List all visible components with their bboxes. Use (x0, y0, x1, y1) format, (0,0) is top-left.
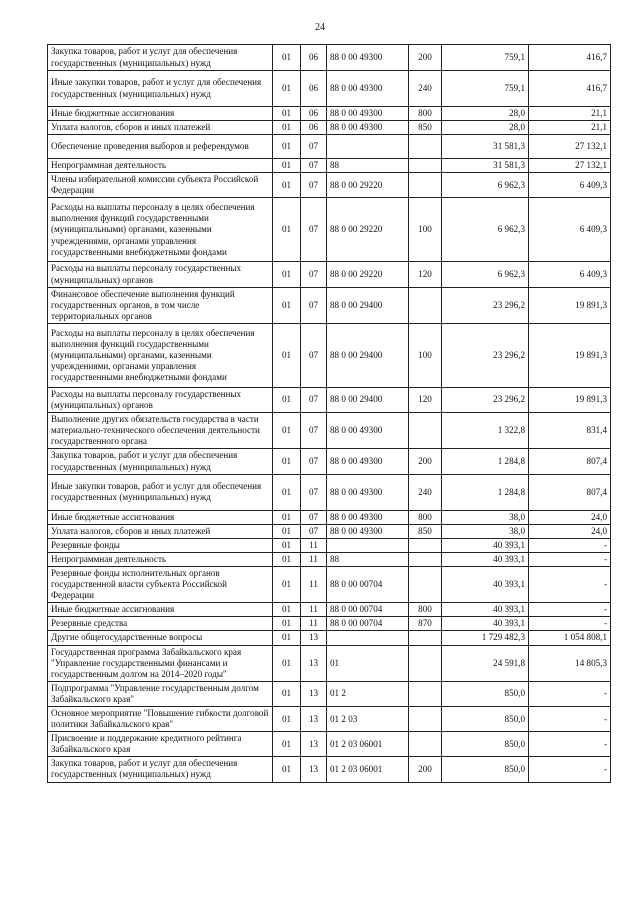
row-section: 01 (273, 449, 301, 474)
row-section: 01 (273, 71, 301, 107)
row-name: Закупка товаров, работ и услуг для обеспечения государственных (муниципальных) нужд (48, 45, 273, 71)
row-target-article: 88 0 00 00704 (327, 617, 409, 631)
row-subsection: 07 (301, 387, 327, 412)
row-target-article: 88 (327, 552, 409, 566)
table-row (48, 45, 611, 71)
row-amount-planned: 850,0 (442, 757, 529, 782)
row-subsection: 07 (301, 413, 327, 449)
row-name: Финансовое обеспечение выполнения функций государственных органов, в том числе территориальных органов (48, 287, 273, 323)
table-row (48, 552, 611, 566)
row-target-article: 88 0 00 49300 (327, 107, 409, 121)
row-amount-executed: - (529, 732, 611, 757)
row-amount-planned: 6 962,3 (442, 198, 529, 262)
row-subsection: 06 (301, 45, 327, 71)
row-subsection: 07 (301, 135, 327, 159)
row-expense-type (409, 631, 442, 645)
row-expense-type (409, 681, 442, 706)
table-row (48, 387, 611, 412)
row-target-article: 01 2 03 06001 (327, 732, 409, 757)
row-expense-type: 850 (409, 121, 442, 135)
row-amount-planned: 759,1 (442, 71, 529, 107)
row-amount-planned: 28,0 (442, 107, 529, 121)
row-amount-executed: 21,1 (529, 121, 611, 135)
row-amount-executed: - (529, 681, 611, 706)
row-expense-type: 100 (409, 323, 442, 387)
row-subsection: 07 (301, 524, 327, 538)
row-name: Члены избирательной комиссии субъекта Российской Федерации (48, 173, 273, 198)
row-target-article: 88 0 00 29400 (327, 287, 409, 323)
row-amount-executed: 24,0 (529, 510, 611, 524)
row-section: 01 (273, 173, 301, 198)
row-name: Непрограммная деятельность (48, 159, 273, 173)
row-section: 01 (273, 287, 301, 323)
row-target-article: 88 0 00 29220 (327, 173, 409, 198)
row-section: 01 (273, 645, 301, 681)
row-expense-type: 850 (409, 524, 442, 538)
row-subsection: 11 (301, 552, 327, 566)
row-amount-planned: 23 296,2 (442, 323, 529, 387)
row-amount-planned: 23 296,2 (442, 287, 529, 323)
row-amount-executed: - (529, 566, 611, 602)
row-section: 01 (273, 474, 301, 510)
row-name: Присвоение и поддержание кредитного рейтинга Забайкальского края (48, 732, 273, 757)
row-target-article: 01 (327, 645, 409, 681)
row-expense-type: 800 (409, 603, 442, 617)
row-amount-planned: 1 284,8 (442, 449, 529, 474)
table-row (48, 323, 611, 387)
row-name: Расходы на выплаты персоналу в целях обеспечения выполнения функций государственными (муниципальными) органами, казенными учреждениями, органами управления государственными внебюджетными фондами (48, 198, 273, 262)
row-amount-executed: 19 891,3 (529, 287, 611, 323)
row-section: 01 (273, 538, 301, 552)
row-target-article: 88 0 00 49300 (327, 413, 409, 449)
row-name: Резервные фонды исполнительных органов государственной власти субъекта Российской Федерации (48, 566, 273, 602)
row-name: Резервные средства (48, 617, 273, 631)
row-section: 01 (273, 135, 301, 159)
row-section: 01 (273, 603, 301, 617)
row-target-article: 88 0 00 29400 (327, 323, 409, 387)
row-target-article (327, 631, 409, 645)
row-expense-type (409, 707, 442, 732)
row-name: Расходы на выплаты персоналу государственных (муниципальных) органов (48, 262, 273, 287)
row-amount-planned: 23 296,2 (442, 387, 529, 412)
row-name: Уплата налогов, сборов и иных платежей (48, 121, 273, 135)
row-name: Выполнение других обязательств государства в части материально-технического обеспечения деятельности государственного органа (48, 413, 273, 449)
row-subsection: 11 (301, 617, 327, 631)
row-expense-type: 870 (409, 617, 442, 631)
table-row (48, 566, 611, 602)
row-name: Иные бюджетные ассигнования (48, 107, 273, 121)
row-section: 01 (273, 262, 301, 287)
row-section: 01 (273, 757, 301, 782)
row-amount-executed: 21,1 (529, 107, 611, 121)
row-expense-type: 200 (409, 757, 442, 782)
row-amount-executed: 19 891,3 (529, 323, 611, 387)
row-name: Резервные фонды (48, 538, 273, 552)
row-name: Расходы на выплаты персоналу в целях обеспечения выполнения функций государственными (муниципальными) органами, казенными учреждениями, органами управления государственными внебюджетными фондами (48, 323, 273, 387)
row-expense-type: 200 (409, 45, 442, 71)
row-amount-planned: 31 581,3 (442, 135, 529, 159)
row-section: 01 (273, 159, 301, 173)
row-amount-planned: 759,1 (442, 45, 529, 71)
table-row (48, 524, 611, 538)
row-expense-type (409, 566, 442, 602)
row-section: 01 (273, 524, 301, 538)
row-target-article: 88 (327, 159, 409, 173)
row-subsection: 13 (301, 707, 327, 732)
row-section: 01 (273, 707, 301, 732)
row-amount-planned: 38,0 (442, 510, 529, 524)
row-amount-executed: 27 132,1 (529, 135, 611, 159)
table-row (48, 413, 611, 449)
row-name: Непрограммная деятельность (48, 552, 273, 566)
row-subsection: 13 (301, 732, 327, 757)
row-amount-planned: 40 393,1 (442, 617, 529, 631)
row-amount-executed: - (529, 603, 611, 617)
row-target-article: 88 0 00 00704 (327, 566, 409, 602)
table-row (48, 645, 611, 681)
row-expense-type (409, 135, 442, 159)
page-number: 24 (315, 22, 325, 33)
table-row (48, 631, 611, 645)
table-row (48, 107, 611, 121)
row-subsection: 11 (301, 603, 327, 617)
row-name: Иные бюджетные ассигнования (48, 510, 273, 524)
table-row (48, 617, 611, 631)
row-amount-executed: 27 132,1 (529, 159, 611, 173)
table-row (48, 287, 611, 323)
table-row (48, 159, 611, 173)
row-target-article (327, 135, 409, 159)
row-name: Закупка товаров, работ и услуг для обеспечения государственных (муниципальных) нужд (48, 757, 273, 782)
row-expense-type: 200 (409, 449, 442, 474)
table-row (48, 732, 611, 757)
row-section: 01 (273, 732, 301, 757)
table-row (48, 262, 611, 287)
table-row (48, 121, 611, 135)
row-section: 01 (273, 323, 301, 387)
row-expense-type (409, 173, 442, 198)
row-amount-executed: - (529, 552, 611, 566)
row-expense-type (409, 552, 442, 566)
table-row (48, 198, 611, 262)
table-body (48, 45, 611, 783)
row-amount-executed: 14 805,3 (529, 645, 611, 681)
row-amount-executed: 19 891,3 (529, 387, 611, 412)
row-name: Подпрограмма "Управление государственным долгом Забайкальского края" (48, 681, 273, 706)
row-name: Уплата налогов, сборов и иных платежей (48, 524, 273, 538)
row-subsection: 07 (301, 287, 327, 323)
row-amount-executed: 416,7 (529, 45, 611, 71)
row-section: 01 (273, 681, 301, 706)
row-section: 01 (273, 631, 301, 645)
row-amount-planned: 38,0 (442, 524, 529, 538)
row-target-article: 88 0 00 49300 (327, 449, 409, 474)
row-expense-type (409, 159, 442, 173)
row-section: 01 (273, 107, 301, 121)
row-name: Иные бюджетные ассигнования (48, 603, 273, 617)
row-section: 01 (273, 198, 301, 262)
row-section: 01 (273, 413, 301, 449)
row-subsection: 07 (301, 198, 327, 262)
row-section: 01 (273, 387, 301, 412)
row-target-article: 88 0 00 29220 (327, 198, 409, 262)
row-section: 01 (273, 566, 301, 602)
row-amount-planned: 40 393,1 (442, 538, 529, 552)
row-name: Основное мероприятие "Повышение гибкости долговой политики Забайкальского края" (48, 707, 273, 732)
row-target-article: 88 0 00 49300 (327, 510, 409, 524)
row-expense-type: 240 (409, 474, 442, 510)
row-expense-type (409, 645, 442, 681)
row-amount-planned: 850,0 (442, 681, 529, 706)
row-amount-planned: 1 322,8 (442, 413, 529, 449)
row-name: Расходы на выплаты персоналу государственных (муниципальных) органов (48, 387, 273, 412)
row-subsection: 06 (301, 121, 327, 135)
row-section: 01 (273, 617, 301, 631)
row-expense-type: 800 (409, 510, 442, 524)
row-expense-type: 120 (409, 387, 442, 412)
row-amount-planned: 6 962,3 (442, 262, 529, 287)
table-row (48, 538, 611, 552)
row-subsection: 13 (301, 645, 327, 681)
row-amount-executed: 416,7 (529, 71, 611, 107)
row-amount-planned: 40 393,1 (442, 566, 529, 602)
row-name: Обеспечение проведения выборов и референдумов (48, 135, 273, 159)
row-subsection: 07 (301, 510, 327, 524)
row-amount-executed: 1 054 808,1 (529, 631, 611, 645)
row-target-article: 01 2 03 (327, 707, 409, 732)
row-amount-planned: 40 393,1 (442, 603, 529, 617)
table-row (48, 173, 611, 198)
table-row (48, 449, 611, 474)
row-amount-planned: 1 284,8 (442, 474, 529, 510)
row-amount-executed: 807,4 (529, 449, 611, 474)
row-subsection: 07 (301, 474, 327, 510)
row-target-article: 88 0 00 49300 (327, 524, 409, 538)
row-subsection: 13 (301, 631, 327, 645)
row-amount-executed: 6 409,3 (529, 198, 611, 262)
row-name: Иные закупки товаров, работ и услуг для обеспечения государственных (муниципальных) нужд (48, 474, 273, 510)
row-amount-executed: - (529, 538, 611, 552)
row-amount-planned: 24 591,8 (442, 645, 529, 681)
row-expense-type: 240 (409, 71, 442, 107)
row-target-article: 88 0 00 49300 (327, 474, 409, 510)
table-row (48, 707, 611, 732)
row-subsection: 07 (301, 323, 327, 387)
row-target-article: 88 0 00 00704 (327, 603, 409, 617)
row-section: 01 (273, 552, 301, 566)
row-target-article (327, 538, 409, 552)
table-row (48, 757, 611, 782)
row-subsection: 07 (301, 159, 327, 173)
row-target-article: 88 0 00 49300 (327, 71, 409, 107)
table-row (48, 135, 611, 159)
row-amount-planned: 1 729 482,3 (442, 631, 529, 645)
row-amount-planned: 40 393,1 (442, 552, 529, 566)
row-subsection: 13 (301, 757, 327, 782)
row-subsection: 13 (301, 681, 327, 706)
row-expense-type (409, 732, 442, 757)
row-target-article: 01 2 03 06001 (327, 757, 409, 782)
row-subsection: 07 (301, 173, 327, 198)
row-subsection: 07 (301, 449, 327, 474)
row-amount-planned: 28,0 (442, 121, 529, 135)
row-amount-executed: - (529, 757, 611, 782)
row-amount-executed: 6 409,3 (529, 173, 611, 198)
row-target-article: 88 0 00 29400 (327, 387, 409, 412)
row-expense-type: 120 (409, 262, 442, 287)
row-amount-planned: 850,0 (442, 732, 529, 757)
row-expense-type: 100 (409, 198, 442, 262)
row-name: Закупка товаров, работ и услуг для обеспечения государственных (муниципальных) нужд (48, 449, 273, 474)
row-amount-executed: 6 409,3 (529, 262, 611, 287)
row-subsection: 06 (301, 71, 327, 107)
budget-table (47, 44, 611, 783)
table-row (48, 71, 611, 107)
row-name: Иные закупки товаров, работ и услуг для обеспечения государственных (муниципальных) нужд (48, 71, 273, 107)
row-name: Государственная программа Забайкальского края "Управление государственными финансами и государственным долгом на 2014–2020 годы" (48, 645, 273, 681)
row-amount-executed: 807,4 (529, 474, 611, 510)
row-amount-planned: 6 962,3 (442, 173, 529, 198)
row-subsection: 06 (301, 107, 327, 121)
row-section: 01 (273, 121, 301, 135)
row-expense-type (409, 538, 442, 552)
row-expense-type (409, 287, 442, 323)
table-row (48, 603, 611, 617)
row-expense-type (409, 413, 442, 449)
row-target-article: 01 2 (327, 681, 409, 706)
row-section: 01 (273, 45, 301, 71)
row-amount-planned: 31 581,3 (442, 159, 529, 173)
row-amount-planned: 850,0 (442, 707, 529, 732)
row-expense-type: 800 (409, 107, 442, 121)
row-amount-executed: 831,4 (529, 413, 611, 449)
table-row (48, 510, 611, 524)
row-subsection: 07 (301, 262, 327, 287)
table-row (48, 681, 611, 706)
row-target-article: 88 0 00 49300 (327, 121, 409, 135)
row-target-article: 88 0 00 49300 (327, 45, 409, 71)
row-subsection: 11 (301, 566, 327, 602)
row-name: Другие общегосударственные вопросы (48, 631, 273, 645)
table-row (48, 474, 611, 510)
row-amount-executed: 24,0 (529, 524, 611, 538)
row-section: 01 (273, 510, 301, 524)
row-target-article: 88 0 00 29220 (327, 262, 409, 287)
row-amount-executed: - (529, 707, 611, 732)
row-amount-executed: - (529, 617, 611, 631)
row-subsection: 11 (301, 538, 327, 552)
